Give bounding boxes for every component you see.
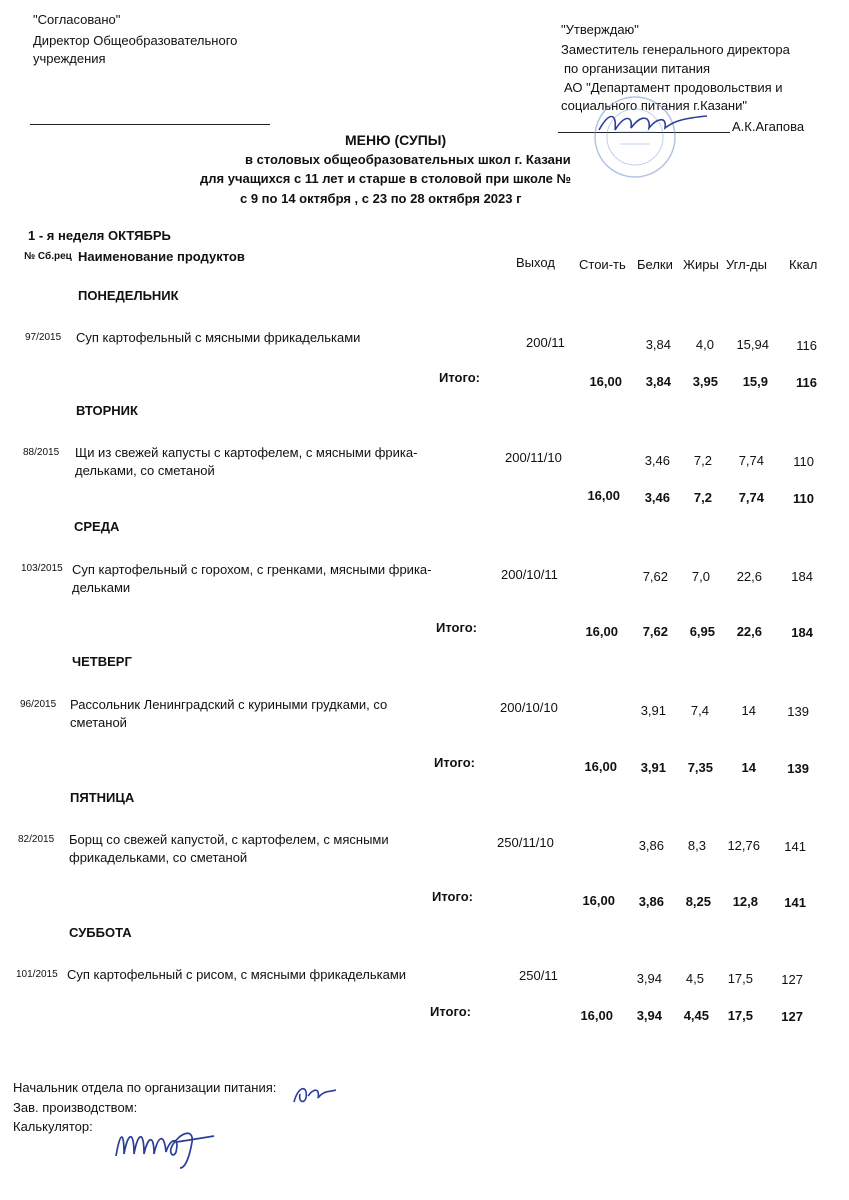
recipe-number: 96/2015 [20, 699, 57, 710]
recipe-number: 88/2015 [23, 447, 60, 458]
total-protein: 3,94 [636, 1008, 662, 1023]
approve-line3: АО "Департамент продовольствия и [564, 80, 783, 95]
footer-calculator: Калькулятор: [13, 1119, 93, 1134]
total-cost: 16,00 [582, 893, 615, 908]
total-fat: 6,95 [689, 624, 715, 639]
day-title-thursday: ЧЕТВЕРГ [72, 654, 132, 669]
total-kcal: 116 [796, 375, 817, 390]
dish-fat: 7,2 [693, 453, 712, 468]
total-fat: 3,95 [692, 374, 718, 389]
column-kcal: Ккал [789, 257, 818, 272]
column-recipe: № Сб.рец [24, 251, 72, 262]
dish-output: 250/11 [519, 968, 558, 983]
column-cost: Стои-ть [579, 257, 626, 272]
dish-protein: 3,91 [640, 703, 666, 718]
menu-subtitle-1: в столовых общеобразовательных школ г. Казани [245, 152, 571, 167]
total-carbs: 15,9 [742, 374, 768, 389]
day-title-monday: ПОНЕДЕЛЬНИК [78, 288, 179, 303]
recipe-number: 101/2015 [16, 969, 58, 980]
total-label: Итого: [434, 755, 475, 770]
total-cost: 16,00 [585, 624, 618, 639]
total-cost: 16,00 [587, 488, 620, 503]
recipe-number: 82/2015 [18, 834, 55, 845]
approve-line1: Заместитель генерального директора [561, 42, 790, 57]
dish-kcal: 139 [787, 704, 809, 719]
total-label: Итого: [430, 1004, 471, 1019]
total-fat: 7,35 [687, 760, 713, 775]
dish-name-line2: дельками, со сметаной [75, 463, 215, 478]
week-label: 1 - я неделя ОКТЯБРЬ [28, 228, 171, 243]
dish-protein: 7,62 [642, 569, 668, 584]
total-label: Итого: [436, 620, 477, 635]
dish-name: Щи из свежей капусты с картофелем, с мясными фрика- [75, 445, 418, 460]
dish-name-line2: сметаной [70, 715, 127, 730]
total-protein: 3,91 [640, 760, 666, 775]
total-carbs: 7,74 [738, 490, 764, 505]
total-kcal: 184 [791, 625, 813, 640]
dish-carbs: 17,5 [727, 971, 753, 986]
total-protein: 3,86 [638, 894, 664, 909]
total-kcal: 141 [784, 895, 806, 910]
dish-output: 200/10/11 [501, 567, 558, 582]
dish-name: Суп картофельный с рисом, с мясными фрикадельками [67, 967, 407, 982]
footer-head-of-department: Начальник отдела по организации питания: [13, 1080, 277, 1095]
dish-kcal: 184 [791, 569, 813, 584]
column-protein: Белки [637, 257, 673, 272]
approve-line2: по организации питания [564, 61, 711, 76]
dish-protein: 3,84 [645, 337, 671, 352]
dish-carbs: 7,74 [738, 453, 764, 468]
dish-name-line2: фрикадельками, со сметаной [69, 850, 248, 865]
dish-protein: 3,46 [644, 453, 670, 468]
dish-fat: 8,3 [687, 838, 706, 853]
dish-carbs: 14 [741, 703, 756, 718]
dish-name: Рассольник Ленинградский с куриными грудками, со [70, 697, 388, 712]
calculator-signature-icon [110, 1112, 230, 1172]
dish-fat: 4,5 [685, 971, 704, 986]
day-title-wednesday: СРЕДА [74, 519, 120, 534]
total-carbs: 17,5 [727, 1008, 753, 1023]
total-carbs: 12,8 [732, 894, 758, 909]
total-fat: 8,25 [685, 894, 711, 909]
day-title-friday: ПЯТНИЦА [70, 790, 135, 805]
dish-kcal: 127 [781, 972, 803, 987]
menu-title: МЕНЮ (СУПЫ) [345, 132, 447, 148]
approve-line4: социального питания г.Казани" [561, 98, 747, 113]
total-carbs: 22,6 [736, 624, 762, 639]
dish-kcal: 116 [796, 338, 817, 353]
director-signature-icon [595, 104, 715, 144]
dish-protein: 3,94 [636, 971, 662, 986]
agreed-line2: учреждения [33, 51, 106, 66]
total-fat: 4,45 [683, 1008, 709, 1023]
dish-carbs: 12,76 [727, 838, 760, 853]
dish-output: 200/10/10 [500, 700, 558, 715]
dish-fat: 4,0 [695, 337, 714, 352]
total-label: Итого: [432, 889, 473, 904]
total-kcal: 110 [793, 491, 814, 506]
total-protein: 7,62 [642, 624, 668, 639]
total-protein: 3,84 [645, 374, 671, 389]
total-kcal: 139 [787, 761, 809, 776]
total-carbs: 14 [741, 760, 756, 775]
dish-fat: 7,4 [690, 703, 709, 718]
column-fat: Жиры [683, 257, 719, 272]
dish-kcal: 141 [784, 839, 806, 854]
recipe-number: 103/2015 [21, 563, 63, 574]
agreed-line1: Директор Общеобразовательного [33, 33, 238, 48]
agreed-label: "Согласовано" [33, 12, 121, 27]
dish-output: 200/11/10 [505, 450, 562, 465]
dish-name: Суп картофельный с мясными фрикадельками [76, 330, 361, 345]
total-cost: 16,00 [580, 1008, 613, 1023]
total-cost: 16,00 [589, 374, 622, 389]
department-head-signature-icon [290, 1080, 340, 1110]
column-output: Выход [516, 255, 555, 270]
dish-protein: 3,86 [638, 838, 664, 853]
column-name: Наименование продуктов [78, 249, 245, 264]
dish-fat: 7,0 [691, 569, 710, 584]
column-carbs: Угл-ды [726, 257, 767, 272]
dish-output: 250/11/10 [497, 835, 554, 850]
total-cost: 16,00 [584, 759, 617, 774]
dish-name-line2: дельками [72, 580, 131, 595]
agreed-signature-line [30, 124, 270, 125]
dish-carbs: 15,94 [736, 337, 769, 352]
approve-label: "Утверждаю" [561, 22, 639, 37]
dish-carbs: 22,6 [736, 569, 762, 584]
total-label: Итого: [439, 370, 480, 385]
dish-name: Суп картофельный с горохом, с гренками, мясными фрика- [72, 562, 432, 577]
dish-kcal: 110 [793, 454, 814, 469]
dish-output: 200/11 [526, 335, 565, 350]
approve-signer: А.К.Агапова [732, 119, 805, 134]
menu-subtitle-2: для учащихся с 11 лет и старше в столовой при школе № [200, 171, 572, 186]
day-title-saturday: СУББОТА [69, 925, 132, 940]
total-protein: 3,46 [644, 490, 670, 505]
total-fat: 7,2 [693, 490, 712, 505]
dish-name: Борщ со свежей капустой, с картофелем, с мясными [69, 832, 389, 847]
recipe-number: 97/2015 [25, 332, 62, 343]
day-title-tuesday: ВТОРНИК [76, 403, 138, 418]
menu-subtitle-3: с 9 по 14 октября , с 23 по 28 октября 2023 г [240, 191, 522, 206]
total-kcal: 127 [781, 1009, 803, 1024]
footer-production-manager: Зав. производством: [13, 1100, 138, 1115]
